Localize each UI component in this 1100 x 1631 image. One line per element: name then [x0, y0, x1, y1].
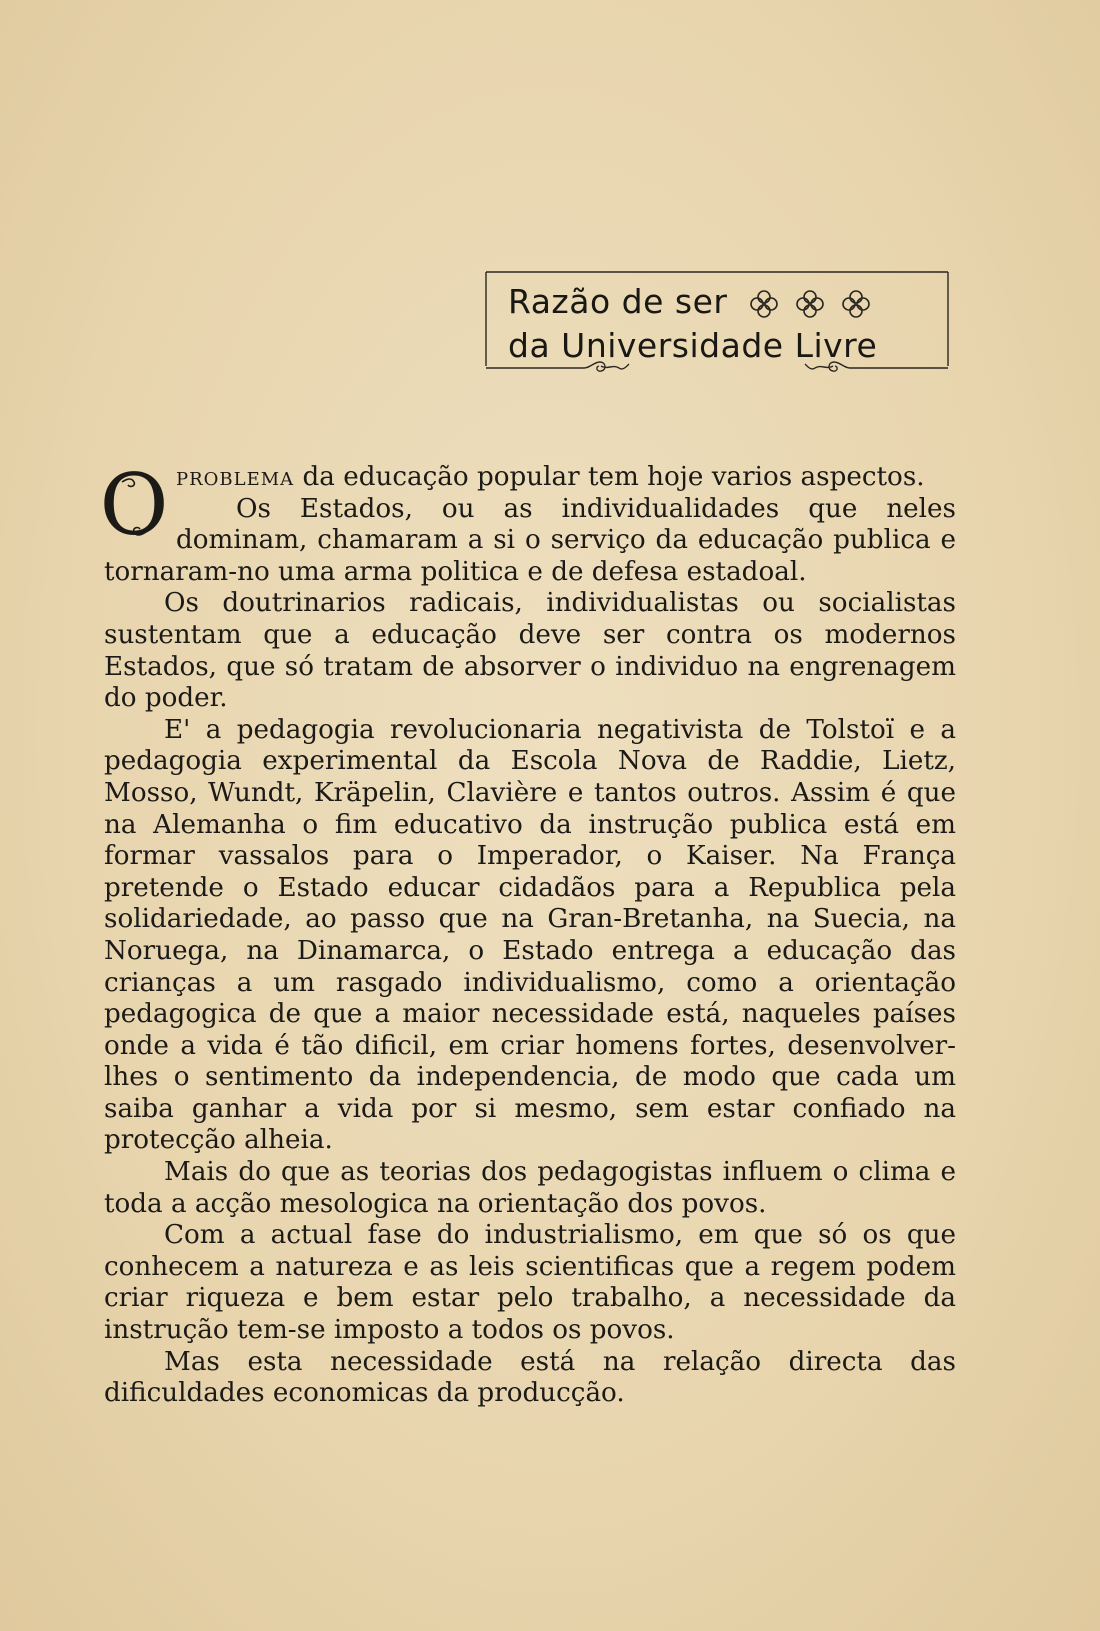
title-text-1: Razão de ser: [508, 282, 728, 321]
paragraph-7: Mas esta necessidade está na relação directa das dificuldades economicas da producção.: [104, 1346, 956, 1409]
paragraph-1-text: da educação popular tem hoje varios aspectos.: [294, 462, 925, 492]
paragraph-3: Os doutrinarios radicais, individualistas ou socialistas sustentam que a educação deve ser contra os modernos Estados, que só tratam de absorver o individuo na engrenagem do poder.: [104, 588, 956, 714]
title-line-1: [508, 282, 871, 323]
book-page: [99, 0, 956, 1631]
paragraph-4: E' a pedagogia revolucionaria negativista de Tolstoï e a pedagogia experimental da Escola Nova de Raddie, Lietz, Mosso, Wundt, Kräpelin, Clavière e tantos outros. Assim é que na Alemanha o fim educativo da instrução publica está em formar vassalos para o Imperador, o Kaiser. Na França pretende o Estado educar cidadãos para a Republica pela solidariedade, ao passo que na Gran-Bretanha, na Suecia, na Noruega, na Dinamarca, o Estado entrega a educação das crianças a um rasgado individualismo, como a orientação pedagogica de que a maior necessidade está, naqueles países onde a vida é tão dificil, em criar homens fortes, desenvolver-lhes o sentimento da independencia, de modo que cada um saiba ganhar a vida por si mesmo, sem estar confiado na protecção alheia.: [104, 714, 956, 1156]
paragraph-6: Com a actual fase do industrialismo, em que só os que conhecem a natureza e as leis scientificas que a regem podem criar riqueza e bem estar pelo trabalho, a necessidade da instrução tem-se imposto a todos os povos.: [104, 1220, 956, 1346]
drop-cap-letter: O: [99, 456, 169, 554]
first-word: problema: [176, 462, 295, 492]
paragraph-2: Os Estados, ou as individualidades que neles dominam, chamaram a si o serviço da educação publica e tornaram-no uma arma politica e de defesa estadoal.: [104, 493, 956, 587]
title-ornaments: [733, 284, 871, 323]
paragraph-5: Mais do que as teorias dos pedagogistas influem o clima e toda a acção mesologica na orientação dos povos.: [104, 1157, 956, 1219]
body-text: [99, 456, 956, 1410]
quatrefoil-icon: [749, 289, 779, 319]
quatrefoil-icon: [841, 289, 871, 319]
quatrefoil-icon: [795, 289, 825, 319]
chapter-title-box: [484, 270, 950, 382]
drop-cap-ornament: [99, 456, 169, 554]
title-line-2: da Universidade Livre: [508, 326, 878, 365]
